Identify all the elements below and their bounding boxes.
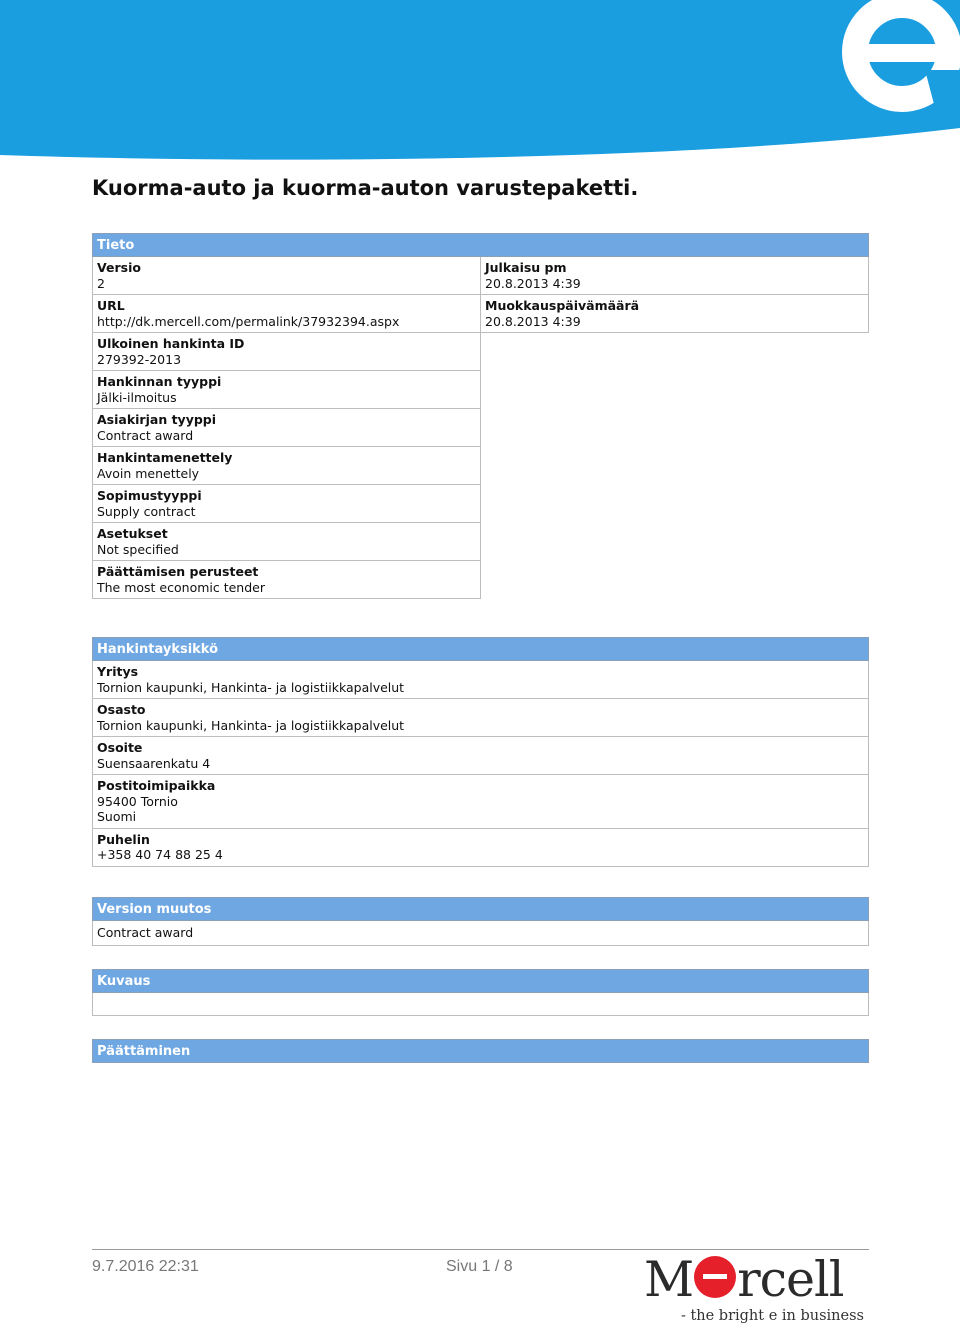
header-banner bbox=[0, 0, 960, 165]
field-osoite: Osoite Suensaarenkatu 4 bbox=[92, 737, 869, 775]
section-hankintayksikko bbox=[92, 637, 869, 867]
field-puhelin: Puhelin +358 40 74 88 25 4 bbox=[92, 829, 869, 867]
field-osasto: Osasto Tornion kaupunki, Hankinta- ja logistiikkapalvelut bbox=[92, 699, 869, 737]
footer-page-number: Sivu 1 / 8 bbox=[446, 1258, 513, 1275]
field-hankintamenettely: Hankintamenettely Avoin menettely bbox=[92, 447, 481, 485]
field-kuvaus-value bbox=[92, 993, 869, 1016]
field-postitoimipaikka: Postitoimipaikka 95400 Tornio Suomi bbox=[92, 775, 869, 829]
section-header-hankintayksikko: Hankintayksikkö bbox=[92, 637, 869, 661]
mercell-e-icon bbox=[694, 1256, 736, 1298]
tieto-right-column bbox=[481, 257, 869, 599]
tieto-left-column bbox=[92, 257, 481, 599]
footer-date: 9.7.2016 22:31 bbox=[92, 1258, 199, 1275]
section-header-kuvaus: Kuvaus bbox=[92, 969, 869, 993]
field-hankinnan-tyyppi: Hankinnan tyyppi Jälki-ilmoitus bbox=[92, 371, 481, 409]
field-asiakirjan-tyyppi: Asiakirjan tyyppi Contract award bbox=[92, 409, 481, 447]
mercell-logo bbox=[642, 1252, 864, 1326]
field-versio: Versio 2 bbox=[92, 257, 481, 295]
field-url: URL http://dk.mercell.com/permalink/37932394.aspx bbox=[92, 295, 481, 333]
field-sopimustyyppi: Sopimustyyppi Supply contract bbox=[92, 485, 481, 523]
logo-tagline: - the bright e in business bbox=[680, 1308, 864, 1324]
field-version-muutos-value: Contract award bbox=[92, 921, 869, 946]
footer-divider bbox=[92, 1249, 869, 1250]
field-ulkoinen-hankinta-id: Ulkoinen hankinta ID 279392-2013 bbox=[92, 333, 481, 371]
section-kuvaus bbox=[92, 969, 869, 1016]
page-title: Kuorma-auto ja kuorma-auton varustepaketti. bbox=[92, 176, 639, 200]
section-tieto bbox=[92, 233, 869, 599]
section-header-version-muutos: Version muutos bbox=[92, 897, 869, 921]
section-header-tieto: Tieto bbox=[92, 233, 869, 257]
permalink[interactable]: http://dk.mercell.com/permalink/37932394.aspx bbox=[97, 313, 400, 329]
logo-text-right: rcell bbox=[737, 1251, 844, 1308]
logo-text-left: M bbox=[644, 1251, 694, 1308]
field-muokkauspaivamaara: Muokkauspäivämäärä 20.8.2013 4:39 bbox=[481, 295, 869, 333]
field-asetukset: Asetukset Not specified bbox=[92, 523, 481, 561]
field-paattamisen-perusteet: Päättämisen perusteet The most economic tender bbox=[92, 561, 481, 599]
field-julkaisu-pm: Julkaisu pm 20.8.2013 4:39 bbox=[481, 257, 869, 295]
section-header-paattaminen: Päättäminen bbox=[92, 1039, 869, 1063]
field-yritys: Yritys Tornion kaupunki, Hankinta- ja logistiikkapalvelut bbox=[92, 661, 869, 699]
section-version-muutos bbox=[92, 897, 869, 946]
section-paattaminen bbox=[92, 1039, 869, 1063]
